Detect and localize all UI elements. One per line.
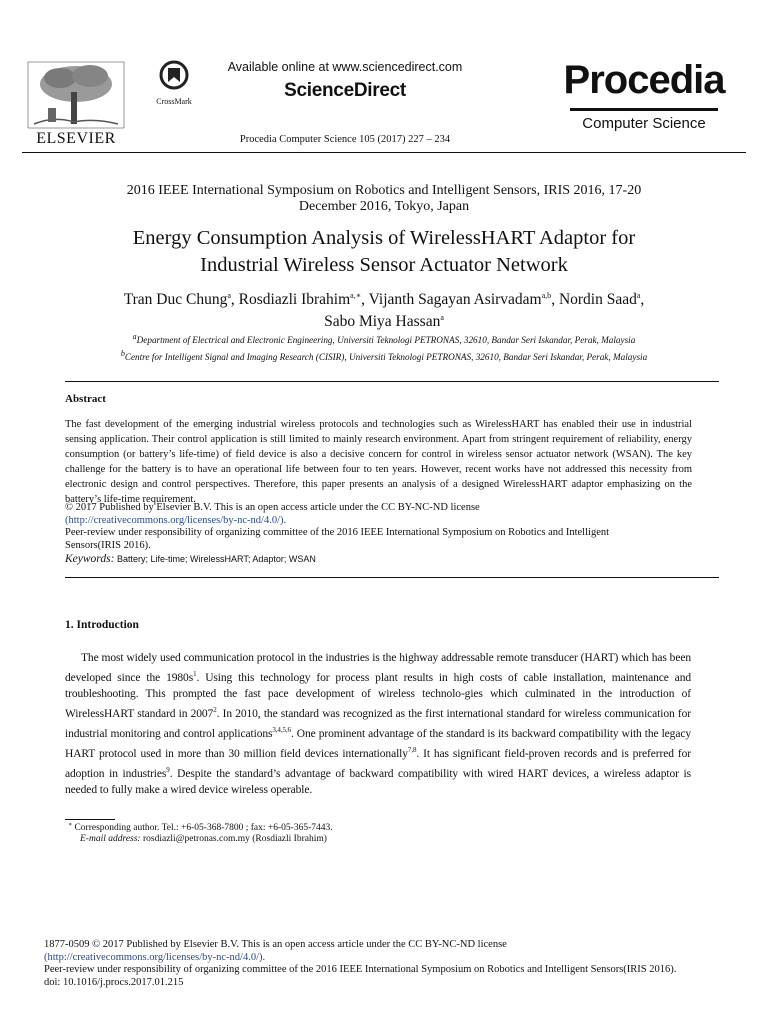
abstract-text: The fast development of the emerging industrial wireless protocols and technologies such as WirelessHART has enabled their use in industrial sensing application. Their control application is still limited to mainly research environment. Apart from stringent requirement of reliability, energy consumption (or battery’s life-time) of field device is also a decisive concern for control in wireless sensor actuator network (WSAN). The key challenge for the battery is to have an operational life between four to ten years. However, recent works have not addressed this necessity from electronic design and control perspectives. Therefore, this paper presents an analysis of a designed WirelessHART adaptor emphasizing on the battery’s life-time requirement.	[65, 419, 692, 505]
peer-review-line: Sensors(IRIS 2016).	[65, 539, 151, 551]
abstract-copyright	[65, 502, 719, 552]
author-separator: ,	[361, 291, 369, 309]
footer-license-link[interactable]: (http://creativecommons.org/licenses/by-nc-nd/4.0/).	[44, 951, 266, 963]
title-line: Industrial Wireless Sensor Actuator Network	[200, 254, 568, 276]
author-affil-mark: a,∗	[350, 291, 362, 300]
footer-peer-review: Peer-review under responsibility of organizing committee of the 2016 IEEE International Symposium on Robotics and Intelligent Sensors(IRIS 2016).	[44, 964, 677, 975]
keywords-label: Keywords:	[65, 553, 115, 565]
citation[interactable]: 1	[193, 670, 197, 679]
author-affil-mark: a	[636, 291, 641, 300]
author-separator: ,	[230, 291, 239, 309]
author-separator: ,	[551, 291, 559, 309]
elsevier-wordmark: ELSEVIER	[36, 130, 116, 147]
doi-line[interactable]: doi: 10.1016/j.procs.2017.01.215	[44, 976, 184, 988]
peer-review-line: Peer-review under responsibility of organizing committee of the 2016 IEEE International Symposium on Robotics and Intelligent	[65, 527, 610, 538]
intro-text: . In 2010, the standard was recognized as the first international standard for wireless communication for industrial monitoring and control applications	[65, 707, 692, 740]
footnote-rule	[65, 819, 115, 820]
abstract-heading: Abstract	[65, 393, 106, 405]
affiliations	[40, 330, 728, 364]
keywords-values: Battery; Life-time; WirelessHART; Adaptor; WSAN	[117, 554, 316, 564]
conference-info	[60, 183, 708, 215]
title-line: Energy Consumption Analysis of WirelessHART Adaptor for	[132, 227, 636, 249]
procedia-divider	[570, 108, 718, 111]
affiliation-text: Centre for Intelligent Signal and Imaging Research (CISIR), Universiti Teknologi PETRONAS, 32610, Bandar Seri Iskandar, Perak, Malaysia	[124, 352, 648, 363]
author-name: Nordin Saad	[558, 291, 637, 309]
intro-text: . It has significant field-proven records and is preferred for adoption in industries	[65, 747, 691, 780]
paper-title	[50, 225, 718, 279]
footnote-text: Corresponding author. Tel.: +6-05-368-7800 ; fax: +6-05-365-7443.	[74, 823, 333, 834]
crossmark-icon	[159, 60, 189, 92]
intro-text: The most widely used communication protocol in the industries is the highway addressable remote transducer (HART) which has been developed since the 1980s	[65, 652, 691, 684]
elsevier-logo	[24, 58, 128, 150]
page-footer	[44, 939, 744, 989]
procedia-subtitle: Computer Science	[582, 115, 706, 132]
author-affil-mark: a,b	[541, 291, 552, 300]
license-link[interactable]: (http://creativecommons.org/licenses/by-nc-nd/4.0/).	[65, 514, 287, 526]
affiliation-mark: a	[132, 332, 137, 341]
citation[interactable]: 3,4,5,6	[272, 726, 291, 735]
available-online-link[interactable]: Available online at www.sciencedirect.com	[227, 60, 463, 74]
citation[interactable]: 2	[213, 706, 217, 715]
conference-line: December 2016, Tokyo, Japan	[298, 199, 470, 214]
procedia-logo	[562, 58, 726, 138]
section-heading-introduction: 1. Introduction	[65, 619, 139, 631]
author-list	[50, 287, 718, 331]
footnote-email	[80, 834, 327, 844]
email-value[interactable]: rosdiazli@petronas.com.my (Rosdiazli Ibrahim)	[142, 834, 327, 844]
sciencedirect-wordmark: ScienceDirect	[284, 80, 406, 101]
crossmark-label: CrossMark	[156, 97, 192, 106]
author-line	[50, 309, 718, 331]
author-name: Tran Duc Chung	[123, 291, 228, 309]
conference-line: 2016 IEEE International Symposium on Robotics and Intelligent Sensors, IRIS 2016, 17-20	[126, 183, 642, 198]
affiliation-line	[40, 330, 728, 347]
keywords	[65, 553, 719, 565]
citation[interactable]: 9	[166, 765, 170, 774]
procedia-wordmark: Procedia	[563, 58, 725, 102]
footnote-mark: ∗	[68, 822, 73, 828]
journal-reference: Procedia Computer Science 105 (2017) 227 – 234	[239, 134, 451, 145]
issn-line: 1877-0509 © 2017 Published by Elsevier B.V. This is an open access article under the CC BY-NC-ND license	[44, 939, 507, 950]
crossmark-badge[interactable]	[152, 60, 196, 112]
affiliation-text: Department of Electrical and Electronic Engineering, Universiti Teknologi PETRONAS, 32610, Bandar Seri Iskandar, Perak, Malaysia	[136, 335, 636, 346]
author-name: Vijanth Sagayan Asirvadam	[368, 291, 542, 309]
author-name: Rosdiazli Ibrahim	[238, 291, 351, 309]
intro-text: . Despite the standard’s advantage of backward compatibility with wired HART devices, a wireless adaptor is needed to fully make a wired device wireless operable.	[65, 767, 691, 796]
author-name: Sabo Miya Hassan	[324, 313, 441, 331]
affiliation-line	[40, 347, 728, 364]
email-label: E-mail address:	[80, 834, 141, 844]
affiliation-mark: b	[120, 349, 125, 359]
author-affil-mark: a	[440, 313, 444, 323]
copyright-line: © 2017 Published by Elsevier B.V. This is an open access article under the CC BY-NC-ND license	[65, 502, 480, 513]
footnote-corresponding	[68, 821, 333, 833]
author-affil-mark: a	[227, 291, 231, 300]
introduction-paragraph	[65, 650, 691, 798]
abstract-bottom-rule	[65, 577, 719, 578]
abstract-top-rule	[65, 381, 719, 382]
author-line	[50, 287, 718, 309]
intro-text: . Using this technology for process plant results in high costs of cable installation, maintenance and troubleshooting. This prompted the fast pace development of wireless technolo-gies which culminated in the introduction of WirelessHART standard in 2007	[65, 671, 691, 720]
citation[interactable]: 7,8	[407, 745, 417, 754]
intro-text: . One prominent advantage of the standard is its backward compatibility with the legacy HART protocol used in more than 30 million field devices internationally	[65, 727, 691, 760]
header-divider	[22, 152, 746, 153]
author-separator: ,	[640, 291, 645, 309]
